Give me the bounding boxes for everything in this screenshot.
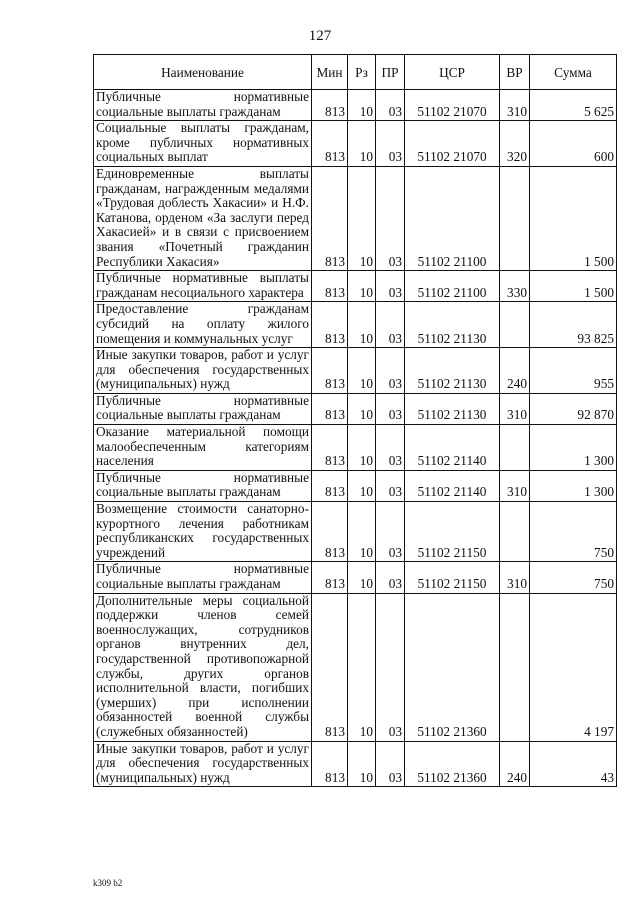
cell-csr: 51102 21130 <box>405 393 500 424</box>
column-header-name: Наименование <box>94 55 312 90</box>
cell-pr: 03 <box>376 121 405 167</box>
cell-pr: 03 <box>376 502 405 562</box>
cell-sum: 1 300 <box>530 470 617 501</box>
cell-csr: 51102 21360 <box>405 741 500 787</box>
table-row <box>94 348 617 394</box>
cell-name: Публичные нормативные выплаты гражданам несоциального характера <box>94 271 312 302</box>
column-header-vr: ВР <box>500 55 530 90</box>
cell-name: Дополнительные меры социальной поддержки членов семей военнослужащих, сотрудников органов внутренних дел, государственной противопожарной службы, других органов исполнительной власти, погибших (умерших) при исполнении обязанностей военной службы (служебных обязанностей) <box>94 593 312 741</box>
table-row <box>94 121 617 167</box>
cell-name: Оказание материальной помощи малообеспеченным категориям населения <box>94 425 312 471</box>
cell-vr <box>500 593 530 741</box>
cell-vr: 310 <box>500 393 530 424</box>
cell-min: 813 <box>312 393 348 424</box>
cell-pr: 03 <box>376 741 405 787</box>
cell-csr: 51102 21100 <box>405 271 500 302</box>
cell-sum: 600 <box>530 121 617 167</box>
cell-name: Публичные нормативные социальные выплаты гражданам <box>94 90 312 121</box>
cell-min: 813 <box>312 121 348 167</box>
cell-rz: 10 <box>348 470 376 501</box>
cell-pr: 03 <box>376 348 405 394</box>
cell-sum: 92 870 <box>530 393 617 424</box>
cell-csr: 51102 21070 <box>405 90 500 121</box>
cell-min: 813 <box>312 562 348 593</box>
cell-sum: 1 300 <box>530 425 617 471</box>
cell-pr: 03 <box>376 593 405 741</box>
cell-vr: 240 <box>500 348 530 394</box>
cell-rz: 10 <box>348 593 376 741</box>
cell-rz: 10 <box>348 90 376 121</box>
cell-rz: 10 <box>348 271 376 302</box>
cell-name: Иные закупки товаров, работ и услуг для обеспечения государственных (муниципальных) нужд <box>94 348 312 394</box>
cell-vr: 320 <box>500 121 530 167</box>
cell-sum: 1 500 <box>530 271 617 302</box>
cell-csr: 51102 21140 <box>405 470 500 501</box>
cell-rz: 10 <box>348 121 376 167</box>
cell-sum: 43 <box>530 741 617 787</box>
column-header-pr: ПР <box>376 55 405 90</box>
cell-rz: 10 <box>348 348 376 394</box>
cell-name: Иные закупки товаров, работ и услуг для обеспечения государственных (муниципальных) нужд <box>94 741 312 787</box>
budget-table <box>93 54 617 787</box>
cell-sum: 750 <box>530 562 617 593</box>
cell-name: Единовременные выплаты гражданам, награжденным медалями «Трудовая доблесть Хакасии» и Н.Ф. Катанова, орденом «За заслуги перед Хакасией» и в связи с присвоением звания «Почетный гражданин Республики Хакасия» <box>94 166 312 270</box>
cell-vr <box>500 166 530 270</box>
cell-rz: 10 <box>348 302 376 348</box>
cell-vr: 310 <box>500 90 530 121</box>
cell-min: 813 <box>312 470 348 501</box>
table-header-row <box>94 55 617 90</box>
cell-vr: 330 <box>500 271 530 302</box>
cell-name: Предоставление гражданам субсидий на оплату жилого помещения и коммунальных услуг <box>94 302 312 348</box>
cell-sum: 93 825 <box>530 302 617 348</box>
table-row <box>94 562 617 593</box>
cell-rz: 10 <box>348 425 376 471</box>
cell-pr: 03 <box>376 166 405 270</box>
cell-min: 813 <box>312 271 348 302</box>
column-header-min: Мин <box>312 55 348 90</box>
table-row <box>94 593 617 741</box>
column-header-csr: ЦСР <box>405 55 500 90</box>
cell-csr: 51102 21150 <box>405 562 500 593</box>
cell-rz: 10 <box>348 166 376 270</box>
cell-csr: 51102 21140 <box>405 425 500 471</box>
cell-sum: 955 <box>530 348 617 394</box>
table-row <box>94 425 617 471</box>
cell-rz: 10 <box>348 393 376 424</box>
cell-min: 813 <box>312 348 348 394</box>
cell-pr: 03 <box>376 470 405 501</box>
cell-vr <box>500 425 530 471</box>
table-row <box>94 741 617 787</box>
cell-min: 813 <box>312 741 348 787</box>
footer-code: k309 b2 <box>93 878 123 888</box>
cell-min: 813 <box>312 302 348 348</box>
cell-pr: 03 <box>376 393 405 424</box>
cell-vr: 240 <box>500 741 530 787</box>
cell-csr: 51102 21130 <box>405 348 500 394</box>
cell-name: Социальные выплаты гражданам, кроме публичных нормативных социальных выплат <box>94 121 312 167</box>
table-row <box>94 302 617 348</box>
table-row <box>94 470 617 501</box>
cell-name: Возмещение стоимости санаторно-курортного лечения работникам республиканских государственных учреждений <box>94 502 312 562</box>
cell-min: 813 <box>312 90 348 121</box>
table-row <box>94 502 617 562</box>
cell-csr: 51102 21360 <box>405 593 500 741</box>
cell-pr: 03 <box>376 562 405 593</box>
column-header-sum: Сумма <box>530 55 617 90</box>
table-row <box>94 271 617 302</box>
cell-rz: 10 <box>348 741 376 787</box>
cell-pr: 03 <box>376 425 405 471</box>
cell-pr: 03 <box>376 271 405 302</box>
cell-min: 813 <box>312 593 348 741</box>
cell-rz: 10 <box>348 502 376 562</box>
cell-csr: 51102 21130 <box>405 302 500 348</box>
cell-pr: 03 <box>376 302 405 348</box>
cell-csr: 51102 21150 <box>405 502 500 562</box>
cell-sum: 1 500 <box>530 166 617 270</box>
cell-name: Публичные нормативные социальные выплаты гражданам <box>94 470 312 501</box>
cell-vr: 310 <box>500 562 530 593</box>
cell-sum: 5 625 <box>530 90 617 121</box>
cell-sum: 750 <box>530 502 617 562</box>
table-row <box>94 90 617 121</box>
cell-rz: 10 <box>348 562 376 593</box>
column-header-rz: Рз <box>348 55 376 90</box>
cell-csr: 51102 21100 <box>405 166 500 270</box>
page-number: 127 <box>308 28 332 44</box>
cell-min: 813 <box>312 502 348 562</box>
cell-name: Публичные нормативные социальные выплаты гражданам <box>94 562 312 593</box>
cell-vr <box>500 302 530 348</box>
cell-min: 813 <box>312 166 348 270</box>
table-row <box>94 166 617 270</box>
cell-csr: 51102 21070 <box>405 121 500 167</box>
cell-min: 813 <box>312 425 348 471</box>
cell-pr: 03 <box>376 90 405 121</box>
cell-name: Публичные нормативные социальные выплаты гражданам <box>94 393 312 424</box>
cell-vr <box>500 502 530 562</box>
cell-sum: 4 197 <box>530 593 617 741</box>
cell-vr: 310 <box>500 470 530 501</box>
table-row <box>94 393 617 424</box>
